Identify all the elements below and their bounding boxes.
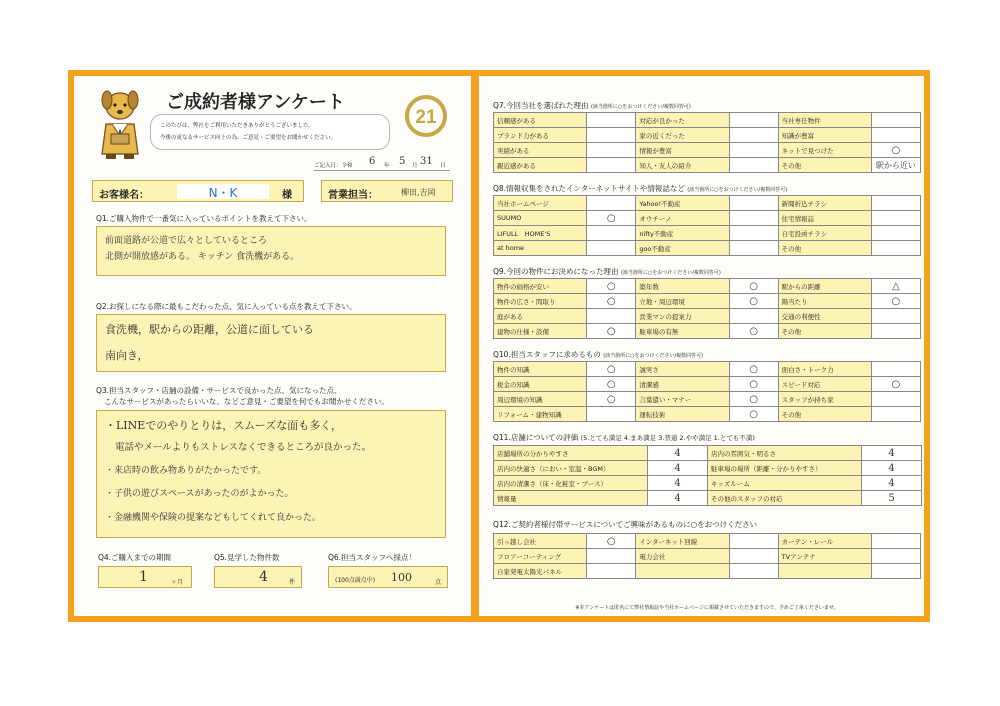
q7-option-mark: [587, 128, 636, 143]
q12-option-label: 引っ越し会社: [494, 534, 587, 549]
q11-option-mark: 4: [862, 446, 922, 461]
survey-sheet: [68, 70, 930, 622]
q9-option-label: その他: [778, 324, 871, 339]
q7-option-mark: [587, 143, 636, 158]
q7-option-mark: [729, 143, 778, 158]
q6-answer-box: [328, 566, 448, 588]
q10-option-mark: ○: [729, 392, 778, 407]
q8-option-label: at home: [494, 241, 587, 256]
q12-option-mark: ○: [587, 534, 636, 549]
q6-value: 100: [391, 571, 412, 584]
q7-option-mark: [729, 113, 778, 128]
date-year: 6: [369, 156, 376, 167]
q11-row: [494, 446, 922, 461]
date-line: [314, 158, 450, 171]
q10-question: [493, 349, 703, 360]
q11-row: [494, 461, 922, 476]
q10-option-mark: [871, 362, 920, 377]
intro-line-2: 今後の更なるサービス向上の為、ご意見・ご要望をお聞かせください。: [160, 135, 337, 141]
q7-option-mark: [871, 113, 920, 128]
q9-option-mark: ○: [729, 294, 778, 309]
staff-value: 柳田,吉岡: [401, 188, 436, 197]
q11-row: [494, 491, 922, 506]
q5-answer-box: [214, 566, 302, 588]
q7-option-label: 実績がある: [494, 143, 587, 158]
q12-option-label: フロアーコーティング: [494, 549, 587, 564]
q10-option-mark: [587, 407, 636, 422]
q8-option-mark: [871, 241, 920, 256]
mascot-dog-icon: [94, 84, 148, 160]
q8-option-mark: [871, 196, 920, 211]
staff-field: [321, 180, 453, 202]
q7-question: [493, 100, 691, 111]
q12-option-label: 電力会社: [636, 549, 729, 564]
q6-label: (100点満点中): [335, 577, 376, 584]
q1-answer-line-1: 前面道路が公道で広々としているところ: [105, 236, 268, 246]
q7-option-mark: [729, 158, 778, 173]
intro-bubble: [150, 114, 390, 150]
q2-question: Q2.お探しになる際に最もこだわった点、気に入っている点を教えて下さい。: [96, 302, 357, 311]
q11-option-label: 店舗場所の分かりやすさ: [494, 446, 648, 461]
q2-answer-line-1: 食洗機，駅からの距離，公道に面している: [105, 323, 314, 336]
q12-option-mark: [587, 564, 636, 579]
q3-answer-box: [96, 410, 446, 538]
date-day: 31: [420, 156, 433, 167]
q1-answer-line-2: 北側が開放感がある。 キッチン 食洗機がある。: [105, 252, 300, 262]
q8-option-mark: [871, 226, 920, 241]
q9-row: [494, 294, 921, 309]
q12-option-label: TVアンテナ: [778, 549, 871, 564]
q11-option-label: 店内の雰囲気・明るさ: [708, 446, 862, 461]
q9-option-label: 立地・周辺環境: [636, 294, 729, 309]
q8-option-label: 当社ホームページ: [494, 196, 587, 211]
q9-option-mark: ○: [587, 294, 636, 309]
q3-answer-line-4: ・子供の遊びスペースがあったのがよかった。: [105, 489, 294, 499]
q10-option-label: 税金の知識: [494, 377, 587, 392]
q9-option-label: 交通の利便性: [778, 309, 871, 324]
q8-row: [494, 196, 921, 211]
q7-option-label: 家の近くだった: [636, 128, 729, 143]
customer-name-value: N・K: [177, 184, 269, 199]
q9-option-mark: [871, 324, 920, 339]
q8-note: (該当箇所に○をおつけください/複数回答可): [687, 187, 788, 193]
q4-answer-box: [98, 566, 192, 588]
q9-option-label: 建物の仕様・設備: [494, 324, 587, 339]
q9-option-label: 築年数: [636, 279, 729, 294]
q10-option-mark: ○: [587, 392, 636, 407]
q10-option-mark: ○: [587, 377, 636, 392]
q11-option-label: その他のスタッフの対応: [708, 491, 862, 506]
q8-option-label: 新聞折込チラシ: [778, 196, 871, 211]
q12-option-label: 自家発電太陽光パネル: [494, 564, 587, 579]
q12-option-label: インターネット回線: [636, 534, 729, 549]
q8-option-mark: [729, 226, 778, 241]
q10-row: [494, 362, 921, 377]
q10-option-label: 面白さ・トーク力: [778, 362, 871, 377]
q7-option-label: 親近感がある: [494, 158, 587, 173]
q10-option-mark: [871, 407, 920, 422]
q8-option-mark: [729, 196, 778, 211]
q9-option-mark: △: [871, 279, 920, 294]
q1-question: Q1.ご購入物件で一番気に入っているポイントを教えて下さい。: [96, 214, 312, 223]
q7-grid: [493, 112, 921, 173]
q10-option-mark: ○: [587, 362, 636, 377]
q9-option-mark: ○: [729, 324, 778, 339]
q11-option-mark: 4: [648, 491, 708, 506]
q7-row: [494, 113, 921, 128]
q8-option-mark: [729, 241, 778, 256]
q10-option-label: 言葉遣い・マナー: [636, 392, 729, 407]
q7-option-mark: [587, 158, 636, 173]
q8-option-label: 住宅情報誌: [778, 211, 871, 226]
q9-row: [494, 279, 921, 294]
q9-row: [494, 309, 921, 324]
q11-option-label: 店内の清潔さ（床・化粧室・ブース）: [494, 476, 648, 491]
q11-row: [494, 476, 922, 491]
q9-grid: [493, 278, 921, 339]
q5-value: 4: [259, 569, 268, 585]
q12-option-label: [636, 564, 729, 579]
q7-row: [494, 143, 921, 158]
q10-option-mark: ○: [729, 377, 778, 392]
q7-option-label: その他: [778, 158, 871, 173]
q3-answer-line-5: ・金融機関や保険の提案などもしてくれて良かった。: [105, 513, 322, 523]
customer-label: お客様名：: [99, 190, 149, 201]
q3-answer-line-3: ・来店時の飲み物ありがたかったです。: [105, 466, 267, 476]
q8-option-mark: [587, 241, 636, 256]
q8-option-mark: ○: [587, 211, 636, 226]
q12-option-mark: [871, 534, 920, 549]
q10-option-label: 物件の知識: [494, 362, 587, 377]
footer-note: ※本アンケートは匿名にて弊社情報誌や当社ホームページに掲載させていただきますので、予めご了承くださいませ。: [575, 605, 839, 611]
q8-row: [494, 211, 921, 226]
q11-option-mark: 4: [648, 461, 708, 476]
q11-option-mark: 4: [862, 476, 922, 491]
q2-answer-box: [96, 314, 446, 372]
q12-option-mark: [729, 549, 778, 564]
q10-option-label: その他: [778, 407, 871, 422]
q9-note: (該当箇所に○をおつけください/複数回答可): [620, 270, 721, 276]
q3-question-line-2: こんなサービスがあったらいいな、などご意見・ご要望を何でもお聞かせください。: [104, 397, 389, 406]
q9-option-mark: ○: [871, 294, 920, 309]
q7-option-mark: ○: [871, 143, 920, 158]
q9-option-mark: ○: [729, 279, 778, 294]
q3-answer-line-2: 電話やメールよりもストレスなくできるところが良かった。: [115, 442, 372, 453]
q8-question: [493, 183, 787, 194]
q12-option-mark: [729, 534, 778, 549]
q11-option-mark: 4: [862, 461, 922, 476]
q8-option-label: 自宅投函チラシ: [778, 226, 871, 241]
q11-option-mark: 4: [648, 476, 708, 491]
q10-option-label: 清潔感: [636, 377, 729, 392]
q7-option-label: 当社専任物件: [778, 113, 871, 128]
q8-option-mark: [587, 226, 636, 241]
q12-option-mark: [729, 564, 778, 579]
q10-row: [494, 377, 921, 392]
q9-question: [493, 266, 721, 277]
q9-option-label: 物件の価格が安い: [494, 279, 587, 294]
q10-option-mark: ○: [871, 377, 920, 392]
q8-option-label: goo不動産: [636, 241, 729, 256]
q9-option-label: 駅からの距離: [778, 279, 871, 294]
q7-option-mark: [729, 128, 778, 143]
q5-unit: 件: [289, 579, 296, 586]
right-panel: [479, 76, 924, 616]
q11-scale: (5.とても満足 4.まあ満足 3.普通 2.やや満足 1.とても不満): [580, 434, 755, 442]
q7-note: (該当箇所に○をおつけください/複数回答可): [590, 104, 691, 110]
q9-option-label: 陽当たり: [778, 294, 871, 309]
customer-name-field: [92, 180, 304, 202]
q4-unit: ヶ月: [171, 579, 184, 586]
q4-value: 1: [139, 569, 148, 585]
q10-note: (該当箇所に○をおつけください/複数回答可): [603, 353, 704, 359]
q8-option-label: オウチーノ: [636, 211, 729, 226]
q7-row: [494, 158, 921, 173]
q10-row: [494, 392, 921, 407]
q12-option-mark: [871, 549, 920, 564]
q11-grid: [493, 445, 922, 506]
date-month-unit: 月: [412, 163, 418, 169]
q9-option-label: 庭がある: [494, 309, 587, 324]
q8-option-label: SUUMO: [494, 211, 587, 226]
q10-option-mark: ○: [729, 362, 778, 377]
q10-option-label: リフォーム・建物知識: [494, 407, 587, 422]
q9-option-mark: [729, 309, 778, 324]
q10-option-label: 運転技術: [636, 407, 729, 422]
q5-question: Q5.見学した物件数: [214, 553, 280, 562]
q11-question: [493, 432, 755, 443]
q6-question: Q6.担当スタッフへ採点！: [328, 553, 416, 562]
q9-option-label: 営業マンの提案力: [636, 309, 729, 324]
q1-answer-box: [96, 226, 446, 276]
q11-option-mark: 4: [648, 446, 708, 461]
q7-option-label: 知識が豊富: [778, 128, 871, 143]
q7-option-mark: 駅から近い: [871, 158, 920, 173]
q7-row: [494, 128, 921, 143]
q8-row: [494, 226, 921, 241]
q12-question: Q12.ご契約者様付帯サービスについてご興味があるものに○をおつけください: [493, 520, 758, 529]
q8-option-mark: [729, 211, 778, 226]
date-label: ご記入日：令和: [314, 163, 353, 169]
q7-option-label: 知人・友人の紹介: [636, 158, 729, 173]
q9-option-label: 駐車場の有無: [636, 324, 729, 339]
left-panel: [74, 76, 471, 616]
q12-option-mark: [871, 564, 920, 579]
q10-option-label: スタッフが持ち家: [778, 392, 871, 407]
q7-option-label: 信頼感がある: [494, 113, 587, 128]
q8-option-label: LIFULL HOME'S: [494, 226, 587, 241]
q11-option-label: 情報量: [494, 491, 648, 506]
q7-option-label: ネットで見つけた: [778, 143, 871, 158]
q7-option-label: ブランド力がある: [494, 128, 587, 143]
q12-row: [494, 564, 921, 579]
q11-option-label: キッズルーム: [708, 476, 862, 491]
q7-option-mark: [587, 113, 636, 128]
date-year-unit: 年: [384, 163, 390, 169]
intro-line-1: このたびは、弊社をご利用いただきありがとうございました。: [160, 123, 315, 129]
q11-option-mark: 5: [862, 491, 922, 506]
q8-title: Q8.情報収集をされたインターネットサイトや情報誌など: [493, 184, 685, 193]
q2-answer-line-2: 南向き，: [105, 349, 149, 362]
q3-question-line-1: Q3.担当スタッフ・店舗の設備・サービスで良かった点、気になった点、: [96, 386, 342, 395]
customer-suffix: 様: [282, 190, 292, 201]
q10-option-label: スピード対応: [778, 377, 871, 392]
q10-title: Q10.担当スタッフに求めるもの: [493, 350, 601, 359]
q11-title: Q11.店舗についての評価: [493, 433, 579, 442]
q9-option-mark: [871, 309, 920, 324]
q12-option-mark: [587, 549, 636, 564]
q3-answer-line-1: ・LINEでのやりとりは，スムーズな面も多く，: [105, 419, 342, 432]
q9-option-mark: ○: [587, 324, 636, 339]
q7-option-mark: [871, 128, 920, 143]
q10-grid: [493, 361, 921, 422]
q12-row: [494, 534, 921, 549]
q12-option-label: カーテン・レール: [778, 534, 871, 549]
q9-option-mark: ○: [587, 279, 636, 294]
q10-option-mark: ○: [729, 407, 778, 422]
q9-title: Q9.今回の物件にお決めになった理由: [493, 267, 619, 276]
q8-option-mark: [587, 196, 636, 211]
q10-row: [494, 407, 921, 422]
q8-grid: [493, 195, 921, 256]
q7-option-label: 情報が豊富: [636, 143, 729, 158]
q10-option-mark: [871, 392, 920, 407]
q12-grid: [493, 533, 921, 579]
q8-option-label: nifty不動産: [636, 226, 729, 241]
q8-option-label: その他: [778, 241, 871, 256]
q9-option-mark: [587, 309, 636, 324]
staff-label: 営業担当：: [328, 190, 378, 201]
q7-option-label: 対応が良かった: [636, 113, 729, 128]
q9-row: [494, 324, 921, 339]
q12-row: [494, 549, 921, 564]
date-month: 5: [399, 156, 406, 167]
q7-title: Q7.今回当社を選ばれた理由: [493, 101, 589, 110]
q9-option-label: 物件の広さ・間取り: [494, 294, 587, 309]
q11-option-label: 駐車場の場所（距離・分かりやすさ）: [708, 461, 862, 476]
q10-option-label: 周辺環境の知識: [494, 392, 587, 407]
century21-logo-icon: [404, 94, 448, 138]
q8-option-mark: [871, 211, 920, 226]
q12-option-label: [778, 564, 871, 579]
q6-unit: 点: [435, 579, 442, 586]
survey-title: ご成約者様アンケート: [166, 92, 345, 113]
q8-row: [494, 241, 921, 256]
q11-option-label: 店内の快適さ（におい・室温・BGM）: [494, 461, 648, 476]
q10-option-label: 誠実さ: [636, 362, 729, 377]
logo-text: 21: [415, 107, 437, 128]
date-day-unit: 日: [440, 163, 446, 169]
q8-option-label: Yahoo!不動産: [636, 196, 729, 211]
q4-question: Q4.ご購入までの期間: [98, 553, 172, 562]
